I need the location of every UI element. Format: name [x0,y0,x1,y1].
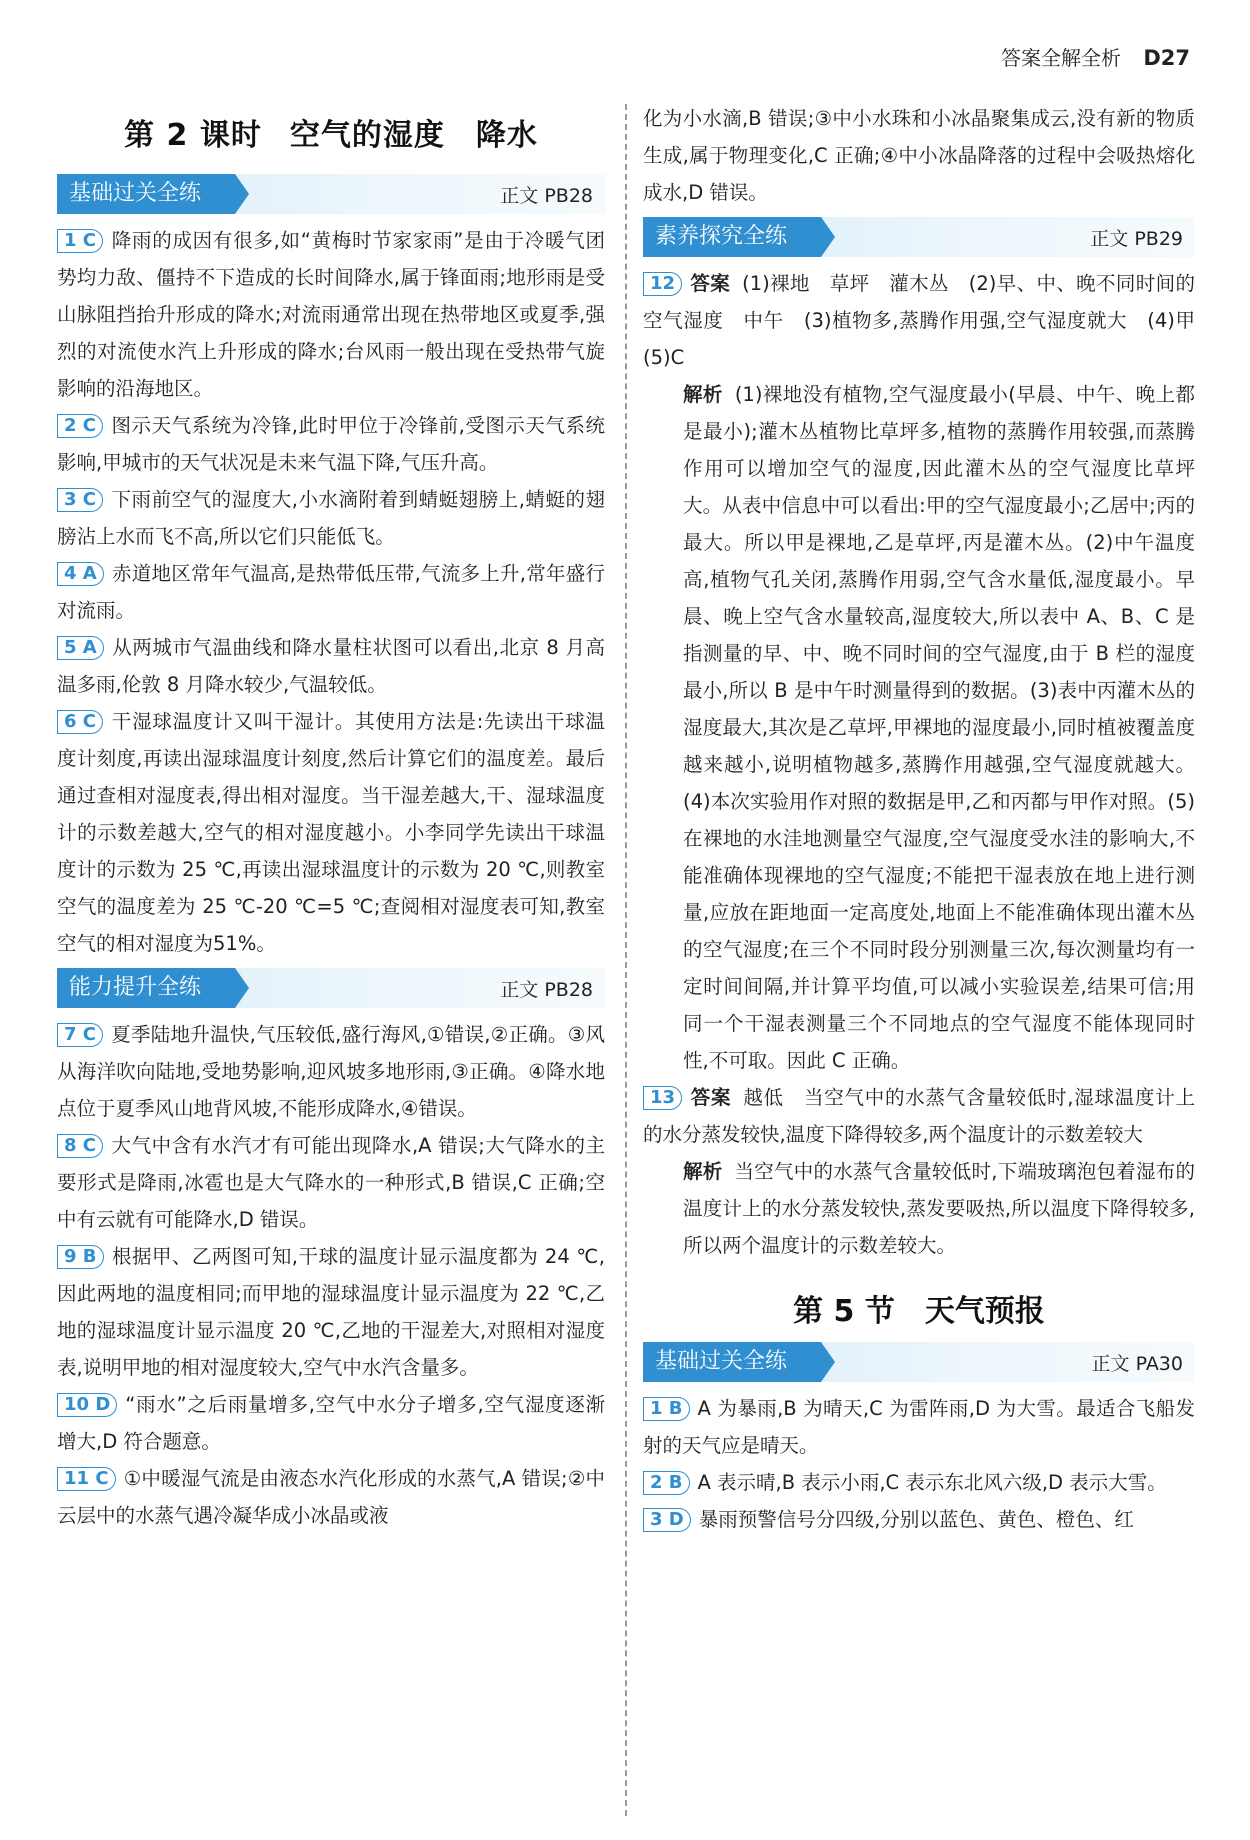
answer-number: 9 B [57,1245,104,1269]
answer-number: 11 C [57,1467,116,1491]
answer-item [57,555,605,629]
answer-item [643,1501,1195,1538]
answer-item [57,1386,605,1460]
answer-text: 从两城市气温曲线和降水量柱状图可以看出,北京 8 月高温多雨,伦敦 8 月降水较少,气温较低。 [57,636,605,696]
answer-item [57,1460,605,1534]
answer-item [57,629,605,703]
answer-item [57,1238,605,1386]
answer-text: “雨水”之后雨量增多,空气中水分子增多,空气湿度逐渐增大,D 符合题意。 [57,1393,605,1453]
banner-ref: 正文 PA30 [1091,1352,1183,1375]
answer-text: 夏季陆地升温快,气压较低,盛行海风,①错误,②正确。③风从海洋吹向陆地,受地势影响,迎风坡多地形雨,③正确。④降水地点位于夏季风山地背风坡,不能形成降水,④错误。 [57,1023,605,1120]
answer-list-basic [57,222,605,962]
answer-number: 1 C [57,229,103,253]
answer-text: (1)裸地 草坪 灌木丛 (2)早、中、晚不同时间的空气湿度 中午 (3)植物多,蒸腾作用强,空气湿度就大 (4)甲 (5)C [643,272,1215,369]
answer-number: 6 C [57,710,103,734]
page-header [1001,42,1190,71]
analysis-text: 当空气中的水蒸气含量较低时,下端玻璃泡包着湿布的温度计上的水分蒸发较快,蒸发要吸热,所以温度下降得较多,所以两个温度计的示数差较大。 [683,1160,1195,1257]
answer-tag: 答案 [690,272,731,295]
banner-title: 素养探究全练 [643,217,821,257]
answer-item [57,1016,605,1127]
answer-number: 12 [643,272,682,296]
answer-number: 3 C [57,488,103,512]
answer-continuation: 化为小水滴,B 错误;③中小水珠和小冰晶聚集成云,没有新的物质生成,属于物理变化,C 正确;④中小冰晶降落的过程中会吸热熔化成水,D 错误。 [643,107,1195,204]
banner-title: 基础过关全练 [57,174,235,214]
left-column [57,94,605,1534]
answer-text: A 为暴雨,B 为晴天,C 为雷阵雨,D 为大雪。最适合飞船发射的天气应是晴天。 [643,1397,1195,1457]
answer-item [57,1127,605,1238]
answer-text: 下雨前空气的湿度大,小水滴附着到蜻蜓翅膀上,蜻蜓的翅膀沾上水而飞不高,所以它们只能低飞。 [57,488,605,548]
section-title: 第 5 节 天气预报 [793,1294,1045,1329]
answer-list-basic-2 [643,1390,1195,1538]
answer-number: 13 [643,1086,682,1110]
answer-number: 8 C [57,1134,103,1158]
answer-text: A 表示晴,B 表示小雨,C 表示东北风六级,D 表示大雪。 [697,1471,1167,1494]
banner-basic [57,174,605,214]
analysis-tag: 解析 [683,383,723,406]
analysis-line [643,1153,1195,1264]
answer-text: 越低 当空气中的水蒸气含量较低时,湿球温度计上的水分蒸发较快,温度下降得较多,两个温度计的示数差较大 [643,1086,1195,1146]
answer-number: 3 D [643,1508,691,1532]
banner-ref: 正文 PB29 [1090,227,1183,250]
answer-number: 4 A [57,562,104,586]
analysis-text: (1)裸地没有植物,空气湿度最小(早晨、中午、晚上都是最小);灌木丛植物比草坪多,植物的蒸腾作用较强,而蒸腾作用可以增加空气的湿度,因此灌木丛的空气湿度比草坪大。从表中信息中可以看出:甲的空气湿度最小;乙居中;丙的最大。所以甲是裸地,乙是草坪,丙是灌木丛。(2)中午温度高,植物气孔关闭,蒸腾作用弱,空气含水量低,湿度最小。早晨、晚上空气含水量较高,湿度较大,所以表中 A、B、C 是指测量的早、中、晚不同时间的空气湿度,由于 B 栏的湿度最小,所以 B 是中午时测量得到的数据。(3)表中丙灌木丛的湿度最大,其次是乙草坪,甲裸地的湿度最小,同时植被覆盖度越来越小,说明植物越多,蒸腾作用越强,空气湿度就越大。(4)本次实验用作对照的数据是甲,乙和丙都与甲作对照。(5)在裸地的水洼地测量空气湿度,空气湿度受水洼的影响大,不能准确体现裸地的空气湿度;不能把干湿表放在地上进行测量,应放在距地面一定高度处,地面上不能准确体现出灌木丛的空气湿度;在三个不同时段分别测量三次,每次测量均有一定时间间隔,并计算平均值,可以减小实验误差,结果可信;用同一个干湿表测量三个不同地点的空气湿度不能体现同时性,不可取。因此 C 正确。 [683,383,1195,1072]
right-column [643,100,1215,1538]
column-divider [625,104,627,1816]
answer-number: 2 B [643,1471,690,1495]
answer-item [643,1464,1195,1501]
answer-item [57,407,605,481]
lesson-title [57,110,605,154]
answer-line [643,265,1215,376]
answer-number: 7 C [57,1023,103,1047]
answer-text: 图示天气系统为冷锋,此时甲位于冷锋前,受图示天气系统影响,甲城市的天气状况是未来气温下降,气压升高。 [57,414,605,474]
question-12 [643,265,1215,1079]
answer-number: 10 D [57,1393,117,1417]
answer-item [643,1390,1195,1464]
answer-number: 1 B [643,1397,690,1421]
analysis-line [643,376,1195,1079]
answer-item [57,481,605,555]
answer-text: 干湿球温度计又叫干湿计。其使用方法是:先读出干球温度计刻度,再读出湿球温度计刻度,然后计算它们的温度差。最后通过查相对湿度表,得出相对湿度。当干湿差越大,干、湿球温度计的示数差越大,空气的相对湿度越小。小李同学先读出干球温度计的示数为 25 ℃,再读出湿球温度计的示数为 20 ℃,则教室空气的温度差为 25 ℃-20 ℃=5 ℃;查阅相对湿度表可知,教室空气的相对湿度为51%。 [57,710,605,955]
banner-basic-2 [643,1342,1195,1382]
page-number: D27 [1143,46,1190,70]
analysis-tag: 解析 [683,1160,723,1183]
answer-text: 赤道地区常年气温高,是热带低压带,气流多上升,常年盛行对流雨。 [57,562,605,622]
lesson-number: 第 2 课时 [124,118,262,153]
header-label: 答案全解全析 [1000,46,1121,70]
answer-line [643,1079,1195,1153]
answer-text: 降雨的成因有很多,如“黄梅时节家家雨”是由于冷暖气团势均力敌、僵持不下造成的长时间降水,属于锋面雨;地形雨是受山脉阻挡抬升形成的降水;对流雨通常出现在热带地区或夏季,强烈的对流使水汽上升形成的降水;台风雨一般出现在受热带气旋影响的沿海地区。 [57,229,605,400]
banner-title: 能力提升全练 [57,968,235,1008]
question-13 [643,1079,1195,1264]
banner-ability [57,968,605,1008]
answer-text: 根据甲、乙两图可知,干球的温度计显示温度都为 24 ℃,因此两地的温度相同;而甲地的湿球温度计显示温度为 22 ℃,乙地的湿球温度计显示温度 20 ℃,乙地的干湿差大,对照相对湿度表,说明甲地的相对湿度较大,空气中水汽含量多。 [57,1245,605,1379]
banner-ref: 正文 PB28 [500,978,593,1001]
answer-text: ①中暖湿气流是由液态水汽化形成的水蒸气,A 错误;②中云层中的水蒸气遇冷凝华成小冰晶或液 [57,1467,605,1527]
banner-title: 基础过关全练 [643,1342,821,1382]
answer-tag: 答案 [690,1086,732,1109]
banner-inquiry [643,217,1195,257]
answer-number: 2 C [57,414,103,438]
answer-text: 大气中含有水汽才有可能出现降水,A 错误;大气降水的主要形式是降雨,冰雹也是大气降水的一种形式,B 错误,C 正确;空中有云就有可能降水,D 错误。 [57,1134,605,1231]
answer-number: 5 A [57,636,104,660]
answer-item [57,222,605,407]
banner-ref: 正文 PB28 [500,184,593,207]
lesson-name: 空气的湿度 降水 [289,118,538,153]
answer-text: 暴雨预警信号分四级,分别以蓝色、黄色、橙色、红 [698,1508,1134,1531]
answer-list-ability [57,1016,605,1534]
answer-item [57,703,605,962]
